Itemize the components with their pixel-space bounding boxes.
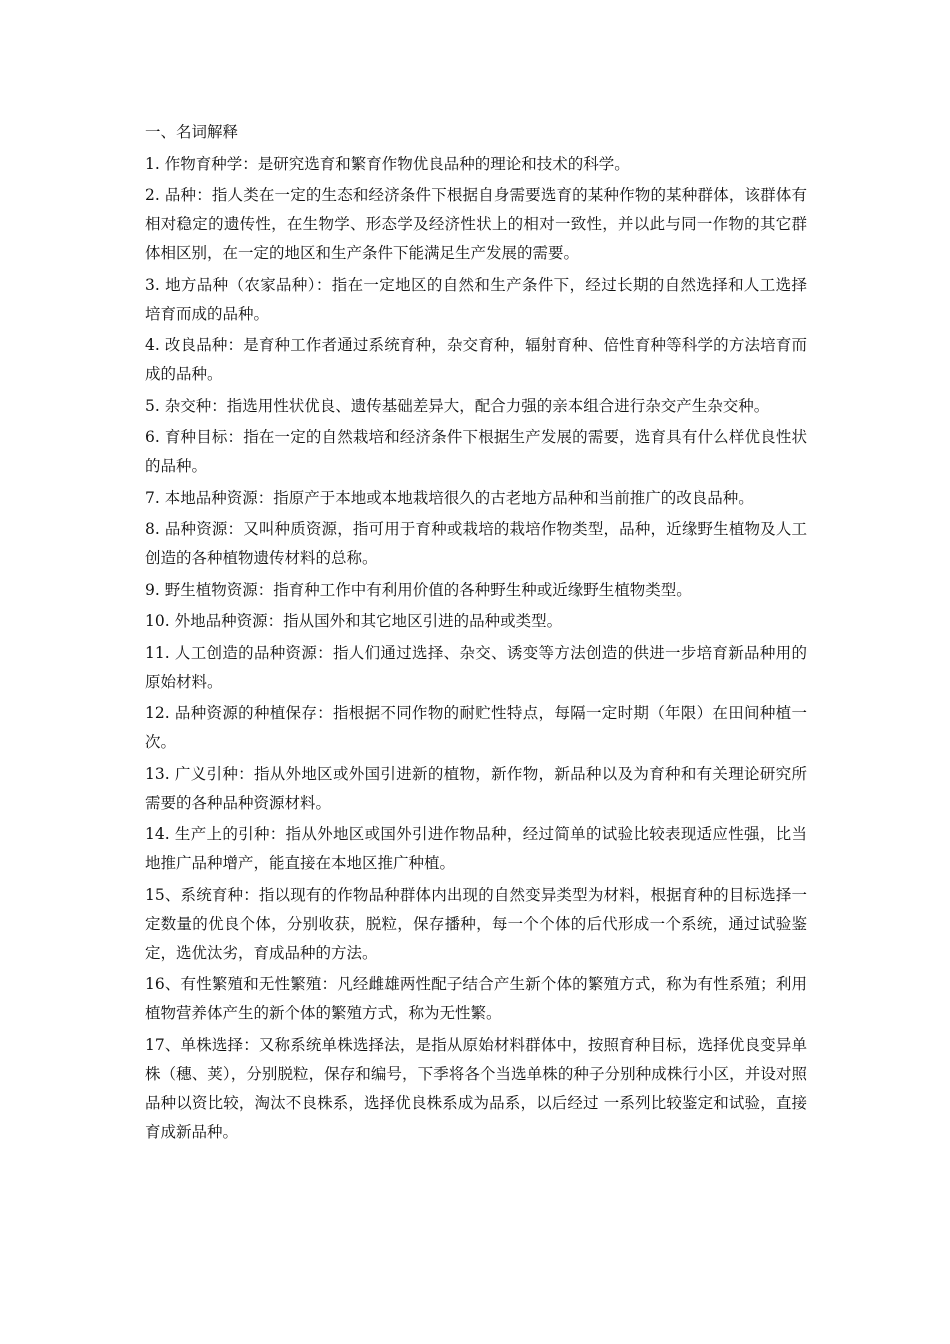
term-definition-12: 12. 品种资源的种植保存：指根据不同作物的耐贮性特点，每隔一定时期（年限）在田间种植一次。 xyxy=(145,704,807,751)
term-definition-15: 15、系统育种：指以现有的作物品种群体内出现的自然变异类型为材料，根据育种的目标选择一定数量的优良个体，分别收获，脱粒，保存播种，每一个个体的后代形成一个系统，通过试验鉴定，选优汰劣，育成品种的方法。 xyxy=(145,885,807,962)
term-definition-4: 4. 改良品种：是育种工作者通过系统育种，杂交育种，辐射育种、倍性育种等科学的方法培育而成的品种。 xyxy=(145,336,807,383)
term-definition-14: 14. 生产上的引种：指从外地区或国外引进作物品种，经过简单的试验比较表现适应性强，比当地推广品种增产，能直接在本地区推广种植。 xyxy=(145,825,807,872)
term-definition-2: 2. 品种：指人类在一定的生态和经济条件下根据自身需要选育的某种作物的某种群体，该群体有相对稳定的遗传性，在生物学、形态学及经济性状上的相对一致性，并以此与同一作物的其它群体相区别，在一定的地区和生产条件下能满足生产发展的需要。 xyxy=(145,186,807,262)
term-definition-11: 11. 人工创造的品种资源：指人们通过选择、杂交、诱变等方法创造的供进一步培育新品种用的原始材料。 xyxy=(145,643,807,691)
term-definition-3: 3. 地方品种（农家品种）：指在一定地区的自然和生产条件下，经过长期的自然选择和人工选择培育而成的品种。 xyxy=(145,275,807,323)
document-body xyxy=(145,118,807,1149)
section-heading: 一、名词解释 xyxy=(145,123,239,141)
term-definition-6: 6. 育种目标：指在一定的自然栽培和经济条件下根据生产发展的需要，选育具有什么样优良性状的品种。 xyxy=(145,428,807,475)
term-definition-8: 8. 品种资源：又叫种质资源，指可用于育种或栽培的栽培作物类型，品种，近缘野生植物及人工创造的各种植物遗传材料的总称。 xyxy=(145,520,807,567)
term-definition-1: 1. 作物育种学：是研究选育和繁育作物优良品种的理论和技术的科学。 xyxy=(145,154,630,173)
term-definition-7: 7. 本地品种资源：指原产于本地或本地栽培很久的古老地方品种和当前推广的改良品种。 xyxy=(145,488,754,507)
term-definition-5: 5. 杂交种：指选用性状优良、遗传基础差异大，配合力强的亲本组合进行杂交产生杂交种。 xyxy=(145,396,770,415)
term-definition-10: 10. 外地品种资源：指从国外和其它地区引进的品种或类型。 xyxy=(145,612,563,630)
term-definition-16: 16、有性繁殖和无性繁殖：凡经雌雄两性配子结合产生新个体的繁殖方式，称为有性系殖；利用植物营养体产生的新个体的繁殖方式，称为无性繁。 xyxy=(145,975,807,1022)
term-definition-9: 9. 野生植物资源：指育种工作中有利用价值的各种野生种或近缘野生植物类型。 xyxy=(145,580,692,599)
term-definition-17: 17、单株选择：又称系统单株选择法，是指从原始材料群体中，按照育种目标，选择优良变异单株（穗、荚），分别脱粒，保存和编号，下季将各个当选单株的种子分别种成株行小区，并设对照品种以资比较，淘汰不良株系，选择优良株系成为品系，以后经过 一系列比较鉴定和试验，直接育成新品种。 xyxy=(145,1035,807,1141)
term-definition-13: 13. 广义引种：指从外地区或外国引进新的植物，新作物，新品种以及为育种和有关理论研究所需要的各种品种资源材料。 xyxy=(145,764,807,812)
